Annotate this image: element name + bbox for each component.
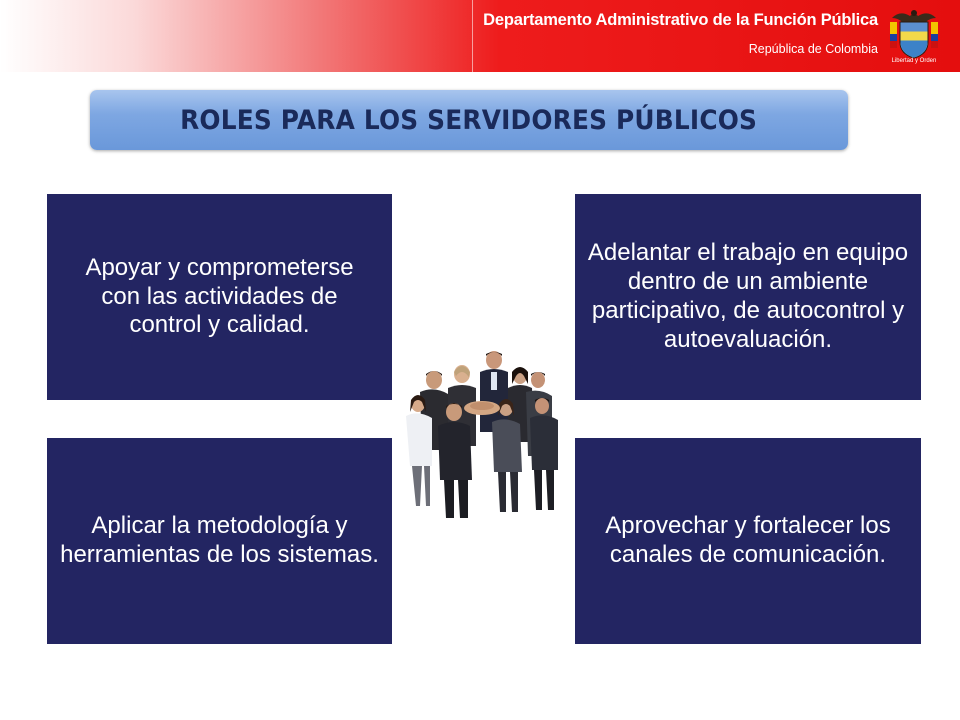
- role-box-4: [575, 438, 921, 644]
- page-header: [0, 0, 960, 72]
- header-divider: [472, 0, 473, 72]
- role-box-3: [47, 438, 392, 644]
- coat-motto: Libertad y Orden: [891, 58, 937, 64]
- title-banner: [90, 90, 848, 150]
- role-box-1: [47, 194, 392, 400]
- team-huddle-icon: [402, 346, 562, 522]
- role-text: Apoyar y comprometerse con las actividades de control y calidad.: [85, 253, 354, 339]
- role-box-2: [575, 194, 921, 400]
- slide-title: ROLES PARA LOS SERVIDORES PÚBLICOS: [180, 104, 758, 136]
- role-text: Aplicar la metodología y herramientas de los sistemas.: [60, 512, 379, 568]
- role-text: Aprovechar y fortalecer los canales de comunicación.: [605, 512, 891, 568]
- role-text: Adelantar el trabajo en equipo dentro de un ambiente participativo, de autocontrol y autoevaluación.: [587, 239, 909, 353]
- organization-name: Departamento Administrativo de la Función Pública: [483, 11, 878, 29]
- country-name: República de Colombia: [748, 42, 878, 56]
